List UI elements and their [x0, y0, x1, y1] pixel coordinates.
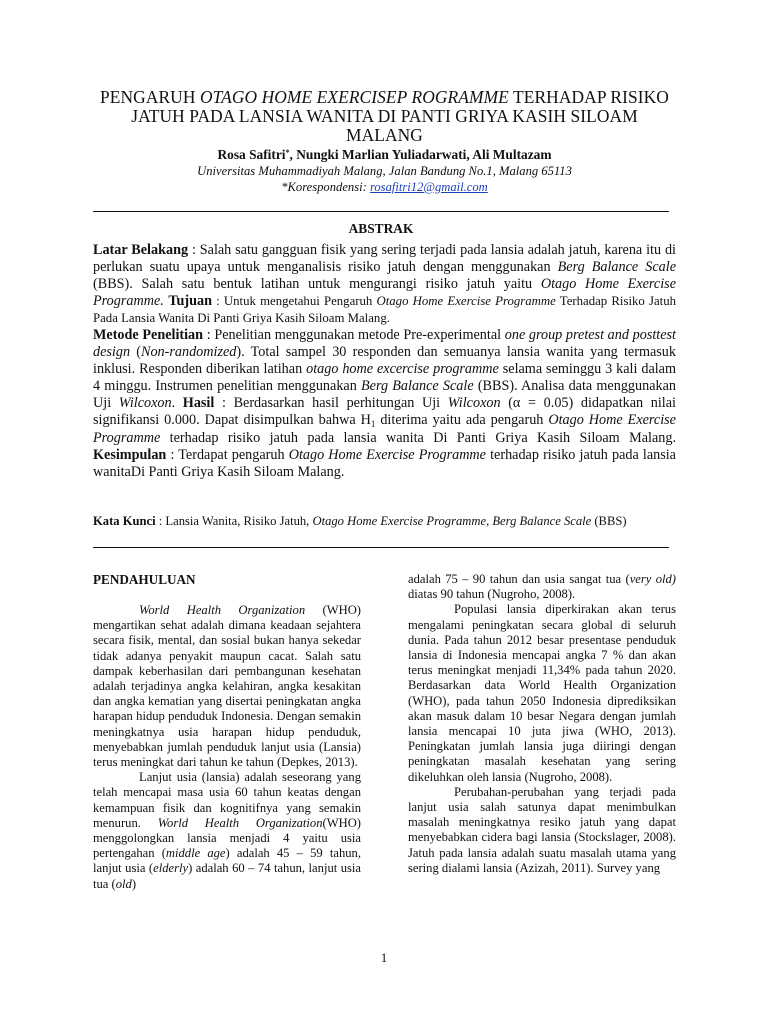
body-text: ) adalah 60 – 74 tahun, lanjut usia tua (	[93, 861, 361, 891]
abstract-text: (BBS). Salah satu bentuk latihan untuk mengurangi risiko jatuh yaitu	[93, 276, 541, 292]
label-method: Metode Penelitian	[93, 327, 204, 343]
body-text: )	[131, 876, 137, 891]
paragraph-4: Perubahan-perubahan yang terjadi pada lanjut usia salah satunya dapat menimbulkan masalah meningkatnya resiko jatuh yang dapat menyebabkan cidera bagi lansia (Stockslager, 2008). Jatuh pada lansia adalah suatu masalah utama yang sering dialami lansia (Azizah, 2011). Survey yang	[408, 784, 676, 875]
keywords-text: (BBS)	[591, 514, 627, 528]
abstract-text: Terhadap Risiko Jatuh Pada Lansia Wanita Di Panti Griya Kasih Siloam Malang.	[93, 294, 676, 325]
author-others: , Nungki Marlian Yuliadarwati, Ali Multazam	[289, 147, 552, 162]
divider-top	[93, 211, 669, 212]
keywords	[93, 513, 676, 529]
label-result: Hasil	[182, 395, 215, 411]
keywords-text: : Lansia Wanita, Risiko Jatuh,	[155, 514, 313, 528]
label-conclusion: Kesimpulan	[93, 447, 167, 463]
abstract-heading: ABSTRAK	[348, 221, 414, 236]
abstract-text: terhadap risiko jatuh pada lansia wanita Di Panti Griya Kasih Siloam Malang.	[160, 430, 676, 446]
subscript: 1	[370, 419, 376, 429]
body-italic: very old)	[629, 572, 676, 586]
abstract-text: ). Total sampel 30 responden dan semuanya lansia wanita yang termasuk inklusi. Responden diberikan latihan	[93, 344, 676, 377]
body-text: ) adalah 45 – 59 tahun, lanjut usia (	[93, 846, 361, 876]
email-link[interactable]: rosafitri12@gmail.com	[369, 180, 488, 194]
affiliation: Universitas Muhammadiyah Malang, Jalan Bandung No.1, Malang 65113	[197, 164, 572, 178]
paper-title	[93, 88, 676, 145]
body-text: (WHO) menggolongkan lansia menjadi 4 yaitu usia pertengahan (	[93, 815, 361, 861]
correspondence	[93, 179, 676, 195]
paragraph-1	[93, 603, 361, 770]
abstract-text: selama seminggu 3 kali dalam 4 minggu. Instrumen penelitian menggunakan	[93, 361, 677, 394]
body-italic: middle age	[165, 846, 226, 861]
correspondence-label: *Korespondensi:	[281, 180, 370, 194]
title-text-italic: OTAGO HOME EXERCISEP ROGRAMME	[199, 87, 509, 107]
body-italic: World Health Organization	[139, 603, 306, 617]
abstract-text: (α = 0.05) didapatkan nilai signifikansi 0.000. Dapat disimpulkan bahwa H	[93, 395, 676, 428]
abstract-italic: Berg Balance Scale	[361, 378, 474, 394]
column-right	[408, 572, 676, 876]
author-first: Rosa Safitri	[217, 147, 286, 162]
abstract-italic: Otago Home Exercise Programme	[288, 447, 486, 463]
author-list	[93, 147, 676, 163]
paragraph-continued	[408, 572, 676, 602]
abstract-text: terhadap risiko jatuh pada lansia wanitaDi Panti Griya Kasih Siloam Malang.	[93, 447, 676, 480]
abstract-text: : Terdapat pengaruh	[166, 447, 289, 463]
body-italic: old	[115, 876, 132, 891]
abstract-text: .	[171, 395, 183, 411]
abstract-text: (BBS). Analisa data menggunakan Uji	[93, 378, 676, 411]
abstract-italic: Berg Balance Scale	[557, 259, 676, 275]
section-heading: PENDAHULUAN	[93, 572, 196, 587]
abstract-text: (	[130, 344, 141, 360]
body-italic: World Health Organization	[157, 815, 323, 830]
body-text: diatas 90 tahun (Nugroho, 2008).	[408, 587, 576, 602]
page-number: 1	[380, 950, 388, 965]
label-background: Latar Belakang	[93, 242, 189, 258]
abstract-italic: Otago Home Exercise Programme.	[93, 276, 676, 309]
abstract-body	[93, 242, 676, 481]
corresponding-mark: *	[285, 148, 290, 157]
title-text-3: TERHADAP RISIKO JATUH PADA LANSIA WANITA DI PANTI GRIYA KASIH SILOAM MALANG	[131, 87, 669, 145]
body-italic: elderly	[153, 861, 189, 876]
title-text-1: PENGARUH	[100, 87, 200, 107]
abstract-text: : Salah satu gangguan fisik yang sering terjadi pada lansia adalah jatuh, karena itu di perlukan suatu upaya untuk menganalisis risiko jatuh dengan menggunakan	[93, 242, 676, 275]
paragraph-2	[93, 770, 361, 892]
body-text: adalah 75 – 90 tahun dan usia sangat tua (	[408, 572, 630, 586]
paragraph-3: Populasi lansia diperkirakan akan terus mengalami peningkatan secara global di seluruh dunia. Pada tahun 2012 besar presentase penduduk lansia di Indonesia mencapai angka 7 % dan akan terus meningkat menjadi 11,34% pada tahun 2020. Berdasarkan data World Health Organization (WHO), pada tahun 2050 Indonesia diprediksikan akan masuk dalam 10 besar Negara dengan jumlah lansia mencapai 10 juta jiwa (WHO, 2013). Peningkatan jumlah lansia juga diiringi dengan peningkatan masalah kesehatan yang sering dikeluhkan oleh lansia (Nugroho, 2008).	[408, 602, 676, 784]
divider-bottom	[93, 547, 669, 548]
body-text: (WHO) mengartikan sehat adalah dimana keadaan sejahtera secara fisik, mental, dan sosial bukan hanya sekedar tidak adanya penyakit maupun cacat. Salah satu dampak keberhasilan dari pembangunan kesehatan adalah terjadinya angka kelahiran, angka kesakitan dan angka kematian yang disertai peningkatan angka harapan hidup penduduk Indonesia. Dengan semakin meningkatnya usia harapan hidup penduduk, menyebabkan jumlah penduduk lanjut usia (Lansia) terus meningkat dari tahun ke tahun (Depkes, 2013).	[93, 603, 361, 770]
abstract-italic: otago home excercise programme	[306, 361, 499, 377]
abstract-text: : Penelitian menggunakan metode Pre-experimental	[203, 327, 505, 343]
abstract-text: : Berdasarkan hasil perhitungan Uji	[214, 395, 448, 411]
abstract-italic: Wilcoxon	[118, 395, 172, 411]
abstract-italic: one group pretest and posttest design	[93, 327, 676, 360]
label-objective: Tujuan	[168, 293, 212, 309]
column-left	[93, 572, 361, 892]
keywords-label: Kata Kunci	[93, 514, 156, 528]
body-text: Lanjut usia (lansia) adalah seseorang yang telah mencapai masa usia 60 tahun keatas dengan kemampuan fisik dan kognitifnya yang semakin menurun.	[93, 770, 361, 830]
abstract-italic: Otago Home Exercise Programme	[376, 294, 556, 308]
keywords-italic: Otago Home Exercise Programme, Berg Balance Scale	[312, 514, 592, 528]
abstract-text: : Untuk mengetahui Pengaruh	[212, 294, 377, 308]
abstract-italic: Non-randomized	[141, 344, 237, 360]
abstract-italic: Wilcoxon	[447, 395, 501, 411]
abstract-text: diterima yaitu ada pengaruh	[375, 412, 549, 428]
abstract-italic: Otago Home Exercise Programme	[93, 412, 676, 446]
